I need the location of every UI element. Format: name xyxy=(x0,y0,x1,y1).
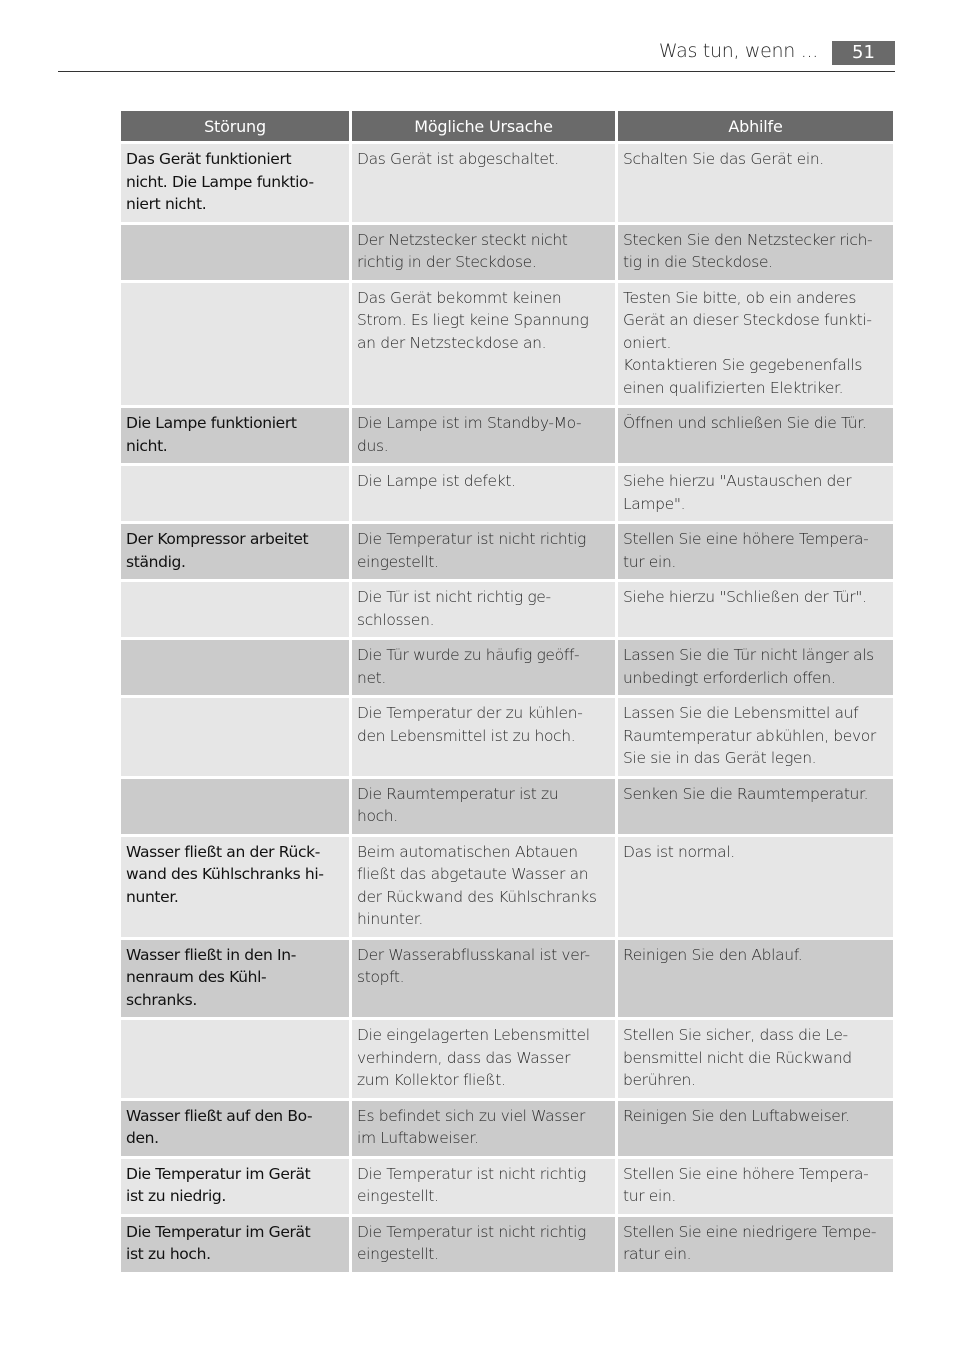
problem-cell xyxy=(121,1020,349,1098)
problem-cell xyxy=(121,779,349,834)
cause-cell: Es befindet sich zu viel Wasser im Luftabweiser. xyxy=(352,1101,615,1156)
table-row xyxy=(121,408,893,463)
table-row xyxy=(121,779,893,834)
table-row xyxy=(121,837,893,937)
page-number: 51 xyxy=(832,41,895,65)
problem-cell: Die Temperatur im Gerät ist zu hoch. xyxy=(121,1217,349,1272)
problem-cell: Die Temperatur im Gerät ist zu niedrig. xyxy=(121,1159,349,1214)
solution-cell: Das ist normal. xyxy=(618,837,893,937)
solution-cell: Schalten Sie das Gerät ein. xyxy=(618,144,893,222)
table-row xyxy=(121,640,893,695)
solution-cell: Reinigen Sie den Ablauf. xyxy=(618,940,893,1018)
problem-cell: Das Gerät funktioniert nicht. Die Lampe funktio- niert nicht. xyxy=(121,144,349,222)
table-body xyxy=(121,144,893,1272)
troubleshooting-table xyxy=(118,108,896,1275)
solution-cell: Siehe hierzu "Schließen der Tür". xyxy=(618,582,893,637)
column-header-solution: Abhilfe xyxy=(618,111,893,141)
solution-cell: Stellen Sie sicher, dass die Le- bensmittel nicht die Rückwand berühren. xyxy=(618,1020,893,1098)
cause-cell: Das Gerät ist abgeschaltet. xyxy=(352,144,615,222)
problem-cell: Der Kompressor arbeitet ständig. xyxy=(121,524,349,579)
problem-cell: Wasser fließt auf den Bo- den. xyxy=(121,1101,349,1156)
cause-cell: Die Temperatur ist nicht richtig eingestellt. xyxy=(352,524,615,579)
solution-cell: Stellen Sie eine höhere Tempera- tur ein. xyxy=(618,524,893,579)
cause-cell: Die Lampe ist im Standby-Mo- dus. xyxy=(352,408,615,463)
table-row xyxy=(121,582,893,637)
solution-cell: Stellen Sie eine höhere Tempera- tur ein. xyxy=(618,1159,893,1214)
cause-cell: Die Raumtemperatur ist zu hoch. xyxy=(352,779,615,834)
table-row xyxy=(121,698,893,776)
column-header-cause: Mögliche Ursache xyxy=(352,111,615,141)
table-row xyxy=(121,1159,893,1214)
solution-cell: Testen Sie bitte, ob ein anderes Gerät an dieser Steckdose funkti- oniert. Kontaktieren Sie gegebenenfalls einen qualifizierten Elektriker. xyxy=(618,283,893,406)
problem-cell xyxy=(121,582,349,637)
cause-cell: Der Netzstecker steckt nicht richtig in der Steckdose. xyxy=(352,225,615,280)
problem-cell xyxy=(121,225,349,280)
table-row xyxy=(121,1020,893,1098)
table-header-row xyxy=(121,111,893,141)
cause-cell: Die eingelagerten Lebensmittel verhindern, dass das Wasser zum Kollektor fließt. xyxy=(352,1020,615,1098)
problem-cell xyxy=(121,640,349,695)
table-row xyxy=(121,466,893,521)
problem-cell: Wasser fließt an der Rück- wand des Kühlschranks hi- nunter. xyxy=(121,837,349,937)
cause-cell: Beim automatischen Abtauen fließt das abgetaute Wasser an der Rückwand des Kühlschranks hinunter. xyxy=(352,837,615,937)
cause-cell: Die Temperatur ist nicht richtig eingestellt. xyxy=(352,1217,615,1272)
table-row xyxy=(121,225,893,280)
table-row xyxy=(121,144,893,222)
table-row xyxy=(121,524,893,579)
table-row xyxy=(121,1101,893,1156)
column-header-problem: Störung xyxy=(121,111,349,141)
solution-cell: Stellen Sie eine niedrigere Tempe- ratur ein. xyxy=(618,1217,893,1272)
problem-cell xyxy=(121,283,349,406)
cause-cell: Die Tür ist nicht richtig ge- schlossen. xyxy=(352,582,615,637)
problem-cell: Wasser fließt in den In- nenraum des Kühl- schranks. xyxy=(121,940,349,1018)
table-row xyxy=(121,283,893,406)
solution-cell: Senken Sie die Raumtemperatur. xyxy=(618,779,893,834)
cause-cell: Die Tür wurde zu häufig geöff- net. xyxy=(352,640,615,695)
solution-cell: Siehe hierzu "Austauschen der Lampe". xyxy=(618,466,893,521)
table-row xyxy=(121,940,893,1018)
solution-cell: Lassen Sie die Tür nicht länger als unbedingt erforderlich offen. xyxy=(618,640,893,695)
cause-cell: Der Wasserabflusskanal ist ver- stopft. xyxy=(352,940,615,1018)
cause-cell: Die Temperatur ist nicht richtig eingestellt. xyxy=(352,1159,615,1214)
solution-cell: Stecken Sie den Netzstecker rich- tig in die Steckdose. xyxy=(618,225,893,280)
problem-cell: Die Lampe funktioniert nicht. xyxy=(121,408,349,463)
table-row xyxy=(121,1217,893,1272)
cause-cell: Die Temperatur der zu kühlen- den Lebensmittel ist zu hoch. xyxy=(352,698,615,776)
solution-cell: Öffnen und schließen Sie die Tür. xyxy=(618,408,893,463)
problem-cell xyxy=(121,466,349,521)
problem-cell xyxy=(121,698,349,776)
solution-cell: Lassen Sie die Lebensmittel auf Raumtemperatur abkühlen, bevor Sie sie in das Gerät legen. xyxy=(618,698,893,776)
page-header xyxy=(58,38,895,72)
section-title: Was tun, wenn ... xyxy=(658,40,818,62)
solution-cell: Reinigen Sie den Luftabweiser. xyxy=(618,1101,893,1156)
cause-cell: Das Gerät bekommt keinen Strom. Es liegt keine Spannung an der Netzsteckdose an. xyxy=(352,283,615,406)
cause-cell: Die Lampe ist defekt. xyxy=(352,466,615,521)
